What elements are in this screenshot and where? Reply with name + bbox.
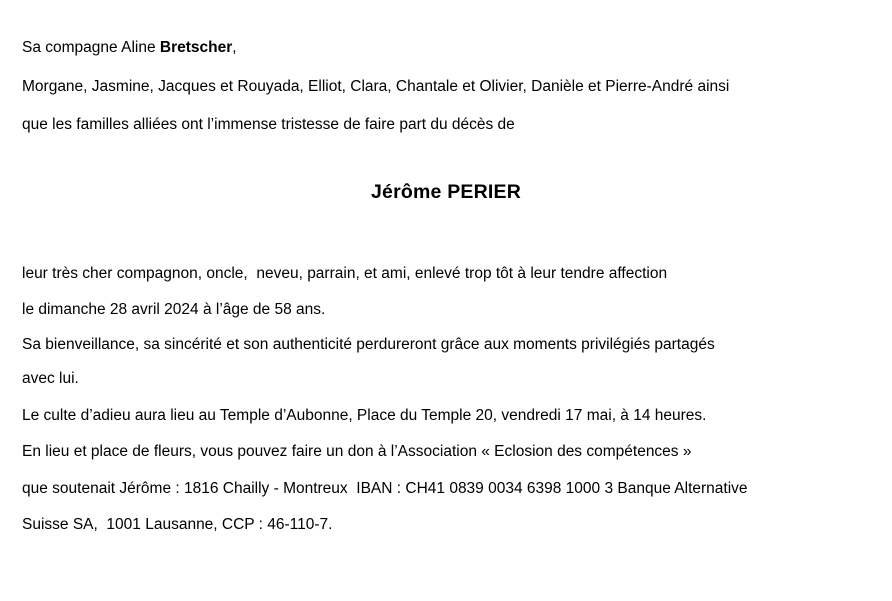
intro-line-partner xyxy=(22,40,870,56)
deceased-name: Jérôme PERIER xyxy=(371,180,521,203)
body-line-8: Suisse SA, 1001 Lausanne, CCP : 46-110-7. xyxy=(22,516,333,533)
body-line-5: Le culte d’adieu aura lieu au Temple d’Aubonne, Place du Temple 20, vendredi 17 mai, à 14 heures. xyxy=(22,406,707,424)
body-line-1: leur très cher compagnon, oncle, neveu, parrain, et ami, enlevé trop tôt à leur tendre affection xyxy=(22,264,668,282)
deceased-name-block xyxy=(22,181,870,204)
body-line-6: En lieu et place de fleurs, vous pouvez faire un don à l’Association « Eclosion des compétences » xyxy=(22,443,692,460)
intro-partner-surname: Bretscher xyxy=(159,39,233,56)
body-line-4: avec lui. xyxy=(22,370,79,387)
intro-line-family: Morgane, Jasmine, Jacques et Rouyada, Elliot, Clara, Chantale et Olivier, Danièle et Pierre-André ainsi xyxy=(22,77,730,95)
intro-partner-suffix: , xyxy=(232,39,237,56)
intro-partner-prefix: Sa compagne Aline xyxy=(22,39,160,56)
intro-paragraph xyxy=(22,40,870,133)
intro-line-announcement: que les familles alliées ont l’immense tristesse de faire part du décès de xyxy=(22,116,515,133)
body-line-3: Sa bienveillance, sa sincérité et son authenticité perdureront grâce aux moments privilégiés partagés xyxy=(22,335,715,353)
body-paragraph xyxy=(22,266,870,533)
body-line-2: le dimanche 28 avril 2024 à l’âge de 58 ans. xyxy=(22,301,326,318)
body-line-7: que soutenait Jérôme : 1816 Chailly - Montreux IBAN : CH41 0839 0034 6398 1000 3 Banque Alternative xyxy=(22,479,748,497)
